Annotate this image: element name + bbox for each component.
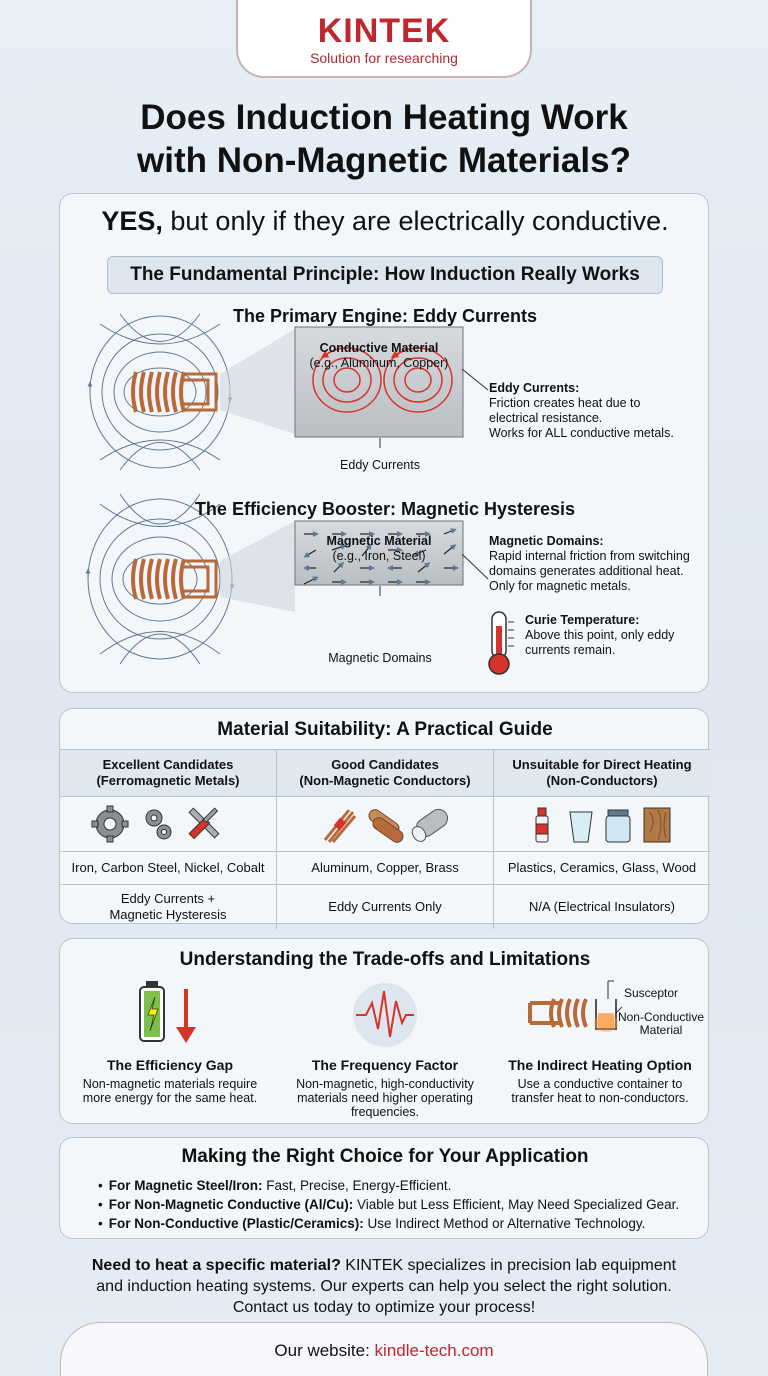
- domains-note-title: Magnetic Domains:: [489, 534, 604, 548]
- tradeoff-frequency: [277, 1057, 493, 1119]
- curie-note-title: Curie Temperature:: [525, 613, 640, 627]
- choice-item-nonconductive: • For Non-Conductive (Plastic/Ceramics): Use Indirect Method or Alternative Technology.: [98, 1214, 698, 1233]
- tradeoff-indirect: [492, 1057, 708, 1105]
- domains-note-line3: Only for magnetic metals.: [489, 579, 631, 593]
- header-unsuitable: Unsuitable for Direct Heating (Non-Conductors): [493, 750, 710, 796]
- header-good: Good Candidates (Non-Magnetic Conductors): [276, 750, 493, 796]
- magnetic-material-label: [295, 534, 463, 564]
- curie-note-line2: currents remain.: [525, 643, 616, 657]
- tradeoff-indirect-text: Use a conductive container to transfer heat to non-conductors.: [511, 1077, 689, 1105]
- tradeoff-efficiency: [62, 1057, 278, 1105]
- table-header-row: [60, 749, 710, 796]
- tradeoff-frequency-heading: The Frequency Factor: [311, 1057, 459, 1073]
- eddy-note-line3: Works for ALL conductive metals.: [489, 426, 674, 440]
- brand-logo: [236, 0, 532, 78]
- eddy-note-title: Eddy Currents:: [489, 381, 580, 395]
- mechanism-excellent: Eddy Currents + Magnetic Hysteresis: [109, 891, 227, 922]
- nonconductive-label: Non-Conductive Material: [617, 1010, 705, 1037]
- nonconductor-icons: [493, 797, 710, 851]
- conductive-material-label: [295, 341, 463, 371]
- choice-list: [98, 1176, 698, 1233]
- cta-line3: Contact us today to optimize your process!: [232, 1299, 536, 1316]
- materials-good: Aluminum, Copper, Brass: [276, 852, 493, 884]
- projection-beam-2: [220, 521, 295, 612]
- domains-note: [489, 534, 709, 594]
- indirect-heating-icon: [530, 981, 622, 1032]
- page-title-line1: Does Induction Heating Work: [140, 98, 628, 137]
- header-excellent: Excellent Candidates (Ferromagnetic Metals): [60, 750, 276, 796]
- magnetic-block-label: Magnetic Domains: [328, 651, 432, 665]
- choice-title: Making the Right Choice for Your Application: [181, 1146, 589, 1167]
- battery-icon: [140, 981, 164, 1041]
- footer: [60, 1322, 708, 1376]
- choice-item-nonmagnetic: • For Non-Magnetic Conductive (Al/Cu): Viable but Less Efficient, May Need Specialized Gear.: [98, 1195, 698, 1214]
- projection-beam-1: [220, 329, 295, 434]
- conductive-material-example: (e.g., Aluminum, Copper): [309, 356, 449, 370]
- ferromagnetic-icons: [60, 797, 276, 851]
- conductive-material-title: Conductive Material: [319, 341, 439, 355]
- tradeoff-indirect-heading: The Indirect Heating Option: [508, 1057, 692, 1073]
- answer-rest: but only if they are electrically conductive.: [162, 206, 669, 236]
- tradeoffs-title: Understanding the Trade-offs and Limitations: [179, 949, 591, 970]
- page-title: [0, 96, 768, 182]
- eddy-note-line1: Friction creates heat due to: [489, 396, 641, 410]
- eddy-note-line2: electrical resistance.: [489, 411, 603, 425]
- plastic-glass-wood-icon: [522, 802, 682, 846]
- frequency-wave-icon: [353, 983, 417, 1047]
- eddy-heading: The Primary Engine: Eddy Currents: [232, 306, 538, 326]
- eddy-note: [489, 381, 704, 441]
- materials-excellent: Iron, Carbon Steel, Nickel, Cobalt: [71, 860, 265, 875]
- magnetic-material-title: Magnetic Material: [326, 534, 432, 548]
- principle-title: The Fundamental Principle: How Induction Really Works: [107, 256, 663, 294]
- suitability-panel: [59, 708, 709, 924]
- curie-note-line1: Above this point, only eddy: [525, 628, 675, 642]
- conductor-icons: [276, 797, 493, 851]
- tradeoff-icons: [60, 977, 710, 1057]
- tradeoff-efficiency-text: Non-magnetic materials require more energy for the same heat.: [82, 1077, 258, 1105]
- suitability-table: [60, 749, 710, 929]
- mechanism-unsuitable: N/A (Electrical Insulators): [493, 885, 710, 929]
- page-title-line2: with Non-Magnetic Materials?: [137, 141, 631, 180]
- domains-note-line2: domains generates additional heat.: [489, 564, 684, 578]
- susceptor-label: Susceptor: [624, 986, 679, 1000]
- choice-panel: [59, 1137, 709, 1239]
- cta-line2: and induction heating systems. Our experts can help you select the right solution.: [96, 1278, 672, 1295]
- eddy-block-label: Eddy Currents: [340, 458, 420, 472]
- call-to-action: [40, 1255, 728, 1318]
- thermometer-icon: [489, 612, 514, 674]
- domains-note-line1: Rapid internal friction from switching: [489, 549, 690, 563]
- website-link[interactable]: kindle-tech.com: [374, 1341, 494, 1360]
- induction-coil-2: [133, 559, 216, 599]
- cta-bold: Need to heat a specific material?: [91, 1257, 341, 1274]
- tradeoff-efficiency-heading: The Efficiency Gap: [106, 1057, 234, 1073]
- table-mechanism-row: [60, 884, 710, 929]
- tradeoffs-panel: [59, 938, 709, 1124]
- magnetic-material-example: (e.g., Iron, Steel): [332, 549, 426, 563]
- brand-name: KINTEK: [317, 12, 451, 50]
- table-materials-row: [60, 851, 710, 884]
- hysteresis-heading: The Efficiency Booster: Magnetic Hysteresis: [194, 499, 576, 519]
- curie-note: [525, 613, 705, 658]
- footer-label: Our website:: [274, 1341, 375, 1360]
- wires-pipes-icon: [315, 802, 455, 846]
- choice-item-magnetic: • For Magnetic Steel/Iron: Fast, Precise, Energy-Efficient.: [98, 1176, 698, 1195]
- materials-unsuitable: Plastics, Ceramics, Glass, Wood: [493, 852, 710, 884]
- answer-yes: YES,: [101, 206, 163, 236]
- principle-panel: [59, 193, 709, 693]
- table-icon-row: [60, 796, 710, 851]
- down-arrow-icon: [176, 989, 196, 1043]
- tradeoff-frequency-text: Non-magnetic, high-conductivity materials need higher operating frequencies.: [296, 1077, 474, 1119]
- suitability-title: Material Suitability: A Practical Guide: [217, 719, 553, 740]
- brand-tagline: Solution for researching: [310, 50, 458, 66]
- mechanism-good: Eddy Currents Only: [276, 885, 493, 929]
- cta-line1: KINTEK specializes in precision lab equipment: [340, 1257, 677, 1274]
- tools-icon: [88, 802, 248, 846]
